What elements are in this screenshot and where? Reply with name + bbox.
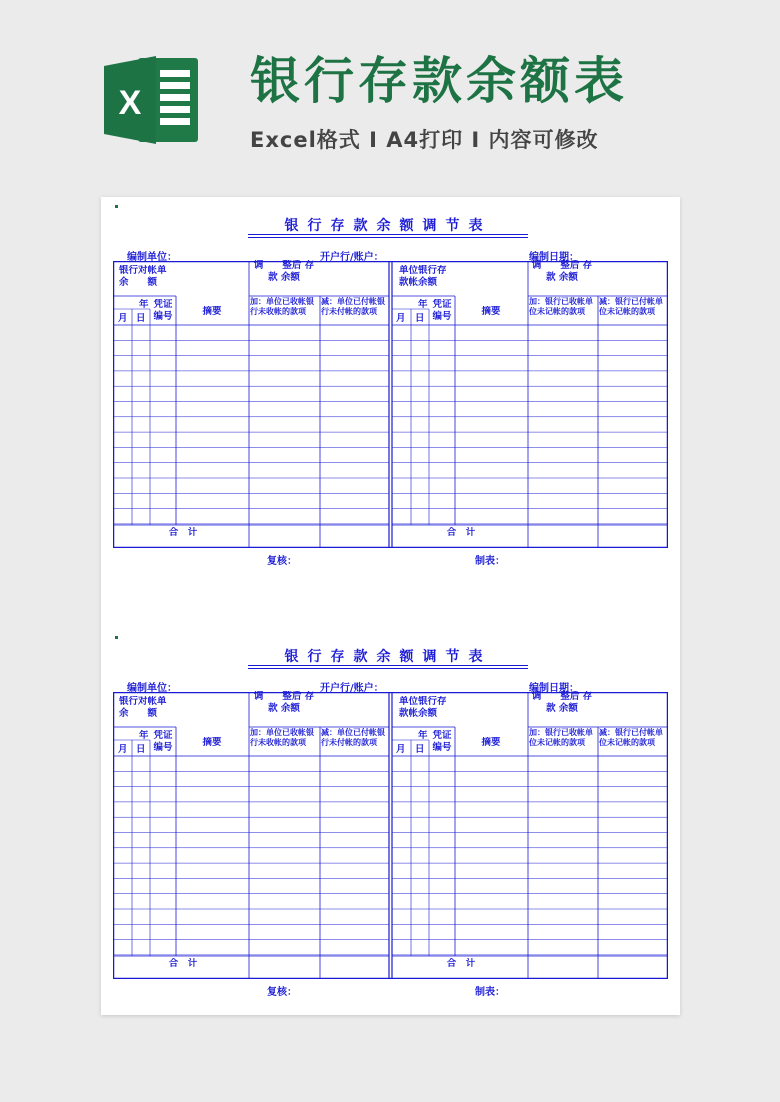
- unit-label: 编制单位：: [127, 252, 177, 263]
- add-unit-received-label: 加：单位已收帐银行未收帐的款项: [250, 728, 314, 747]
- reconciliation-form: [101, 628, 680, 998]
- maker-label: 制表：: [475, 556, 505, 567]
- year-label: 年: [418, 299, 428, 310]
- cell-marker: [115, 205, 118, 208]
- voucher-number-label: 凭证编号: [153, 730, 173, 753]
- voucher-number-label: 凭证编号: [432, 299, 452, 322]
- page-subtitle: Excel格式 I A4打印 I 内容可修改: [250, 128, 599, 152]
- cell-marker: [115, 636, 118, 639]
- bank-account-label: 开户行/账户：: [320, 683, 384, 694]
- bank-statement-balance-label: 银行对帐单余 额: [119, 265, 167, 288]
- add-bank-received-label: 加：银行已收帐单位未记帐的款项: [529, 728, 593, 747]
- add-unit-received-label: 加：单位已收帐银行未收帐的款项: [250, 297, 314, 316]
- year-label: 年: [139, 730, 149, 741]
- form-title: 银行存款余额调节表: [284, 218, 492, 234]
- summary-label: 摘要: [202, 306, 222, 317]
- review-label: 复核：: [267, 987, 297, 998]
- less-bank-paid-label: 减：银行已付帐单位未记帐的款项: [599, 297, 663, 316]
- title-underline: [248, 668, 528, 669]
- summary-label: 摘要: [481, 737, 501, 748]
- year-label: 年: [139, 299, 149, 310]
- svg-text:X: X: [118, 84, 142, 122]
- maker-label: 制表：: [475, 987, 505, 998]
- less-unit-paid-label: 减：单位已付帐银行未付帐的款项: [321, 728, 385, 747]
- document-page: [101, 197, 680, 1015]
- form-title: 银行存款余额调节表: [284, 649, 492, 665]
- book-balance-label: 单位银行存款帐余额: [399, 696, 447, 719]
- reconciliation-form: [101, 197, 680, 567]
- adjusted-balance-label: 调 整后 存 款 余额: [253, 260, 315, 283]
- adjusted-balance-label: 调 整后 存 款 余额: [253, 691, 315, 714]
- date-label: 编制日期：: [529, 252, 579, 263]
- month-label: 月: [396, 313, 406, 324]
- bank-statement-balance-label: 银行对帐单余 额: [119, 696, 167, 719]
- review-label: 复核：: [267, 556, 297, 567]
- total-label: 合 计: [446, 527, 476, 538]
- less-bank-paid-label: 减：银行已付帐单位未记帐的款项: [599, 728, 663, 747]
- month-label: 月: [396, 744, 406, 755]
- month-label: 月: [118, 313, 128, 324]
- day-label: 日: [415, 313, 425, 324]
- reconciliation-table: [113, 261, 668, 548]
- reconciliation-table: [113, 692, 668, 979]
- adjusted-balance-label: 调 整后 存 款 余额: [531, 691, 593, 714]
- voucher-number-label: 凭证编号: [153, 299, 173, 322]
- title-underline: [248, 665, 528, 666]
- book-balance-label: 单位银行存款帐余额: [399, 265, 447, 288]
- total-label: 合 计: [446, 958, 476, 969]
- unit-label: 编制单位：: [127, 683, 177, 694]
- summary-label: 摘要: [202, 737, 222, 748]
- adjusted-balance-label: 调 整后 存 款 余额: [531, 260, 593, 283]
- title-underline: [248, 234, 528, 235]
- total-label: 合 计: [168, 958, 198, 969]
- day-label: 日: [415, 744, 425, 755]
- header-banner: [0, 0, 780, 180]
- add-bank-received-label: 加：银行已收帐单位未记帐的款项: [529, 297, 593, 316]
- total-label: 合 计: [168, 527, 198, 538]
- summary-label: 摘要: [481, 306, 501, 317]
- day-label: 日: [136, 313, 146, 324]
- month-label: 月: [118, 744, 128, 755]
- less-unit-paid-label: 减：单位已付帐银行未付帐的款项: [321, 297, 385, 316]
- page-title: 银行存款余额表: [250, 52, 628, 110]
- bank-account-label: 开户行/账户：: [320, 252, 384, 263]
- title-underline: [248, 237, 528, 238]
- day-label: 日: [136, 744, 146, 755]
- excel-icon: [100, 52, 200, 148]
- voucher-number-label: 凭证编号: [432, 730, 452, 753]
- date-label: 编制日期：: [529, 683, 579, 694]
- year-label: 年: [418, 730, 428, 741]
